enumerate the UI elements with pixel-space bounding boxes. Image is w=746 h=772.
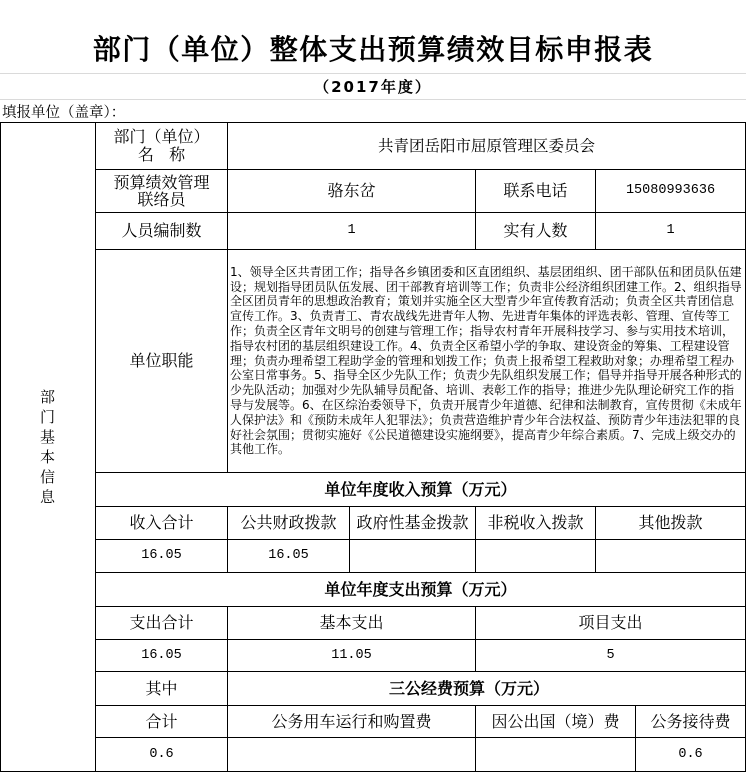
expense-value-basic[interactable] <box>228 640 476 672</box>
staff-quota-value: 1 <box>347 223 356 238</box>
expense-col-basic <box>228 607 476 640</box>
staff-actual-label: 实有人数 <box>503 221 568 240</box>
expense-value-total[interactable] <box>96 640 228 672</box>
phone-value: 15080993636 <box>625 183 716 198</box>
three-public-col-label: 因公出国（境）费 <box>491 711 620 731</box>
functions-label-cell <box>96 250 228 473</box>
section-label: 部门基本信息 <box>39 388 55 506</box>
expense-value: 11.05 <box>331 647 372 663</box>
income-value: 16.05 <box>268 548 309 563</box>
income-value-other[interactable] <box>596 540 746 573</box>
three-public-col-overseas <box>476 706 636 738</box>
expense-budget-header <box>96 573 746 607</box>
expense-col-label: 项目支出 <box>578 613 643 632</box>
three-public-col-vehicle <box>228 706 476 738</box>
income-col-label: 收入合计 <box>129 513 194 532</box>
staff-actual-value: 1 <box>666 223 675 238</box>
expense-col-label: 基本支出 <box>319 613 384 632</box>
form-title: 部门（单位）整体支出预算绩效目标申报表 <box>92 33 654 66</box>
income-value-gov-fund[interactable] <box>350 540 476 573</box>
contact-name-cell[interactable] <box>228 170 476 213</box>
three-public-value: 0.6 <box>149 746 174 762</box>
three-public-title: 三公经费预算（万元） <box>388 678 549 698</box>
three-public-value-reception[interactable] <box>636 738 746 772</box>
income-col-gov-fund <box>350 507 476 540</box>
three-public-header <box>228 672 746 706</box>
staff-actual-label-cell <box>476 213 596 250</box>
department-label-line2: 名 称 <box>137 145 186 164</box>
expense-value: 5 <box>606 647 615 663</box>
functions-label: 单位职能 <box>129 351 194 370</box>
expense-value-project[interactable] <box>476 640 746 672</box>
expense-col-project <box>476 607 746 640</box>
three-public-value-overseas[interactable] <box>476 738 636 772</box>
expense-budget-title: 单位年度支出预算（万元） <box>324 579 517 599</box>
income-value: 16.05 <box>141 548 182 563</box>
three-public-col-label: 公务接待费 <box>650 711 731 731</box>
contact-name: 骆东岔 <box>327 181 376 200</box>
income-col-label: 非税收入拨款 <box>487 513 584 532</box>
functions-text: 1、领导全区共青团工作；指导各乡镇团委和区直团组织、基层团组织、团干部队伍和团员队伍建设；规划指导团员队伍发展、团干部教育培训等工作；负责非公经济组织团建工作。2、组织指导全区团员青年的思想政治教育；策划并实施全区大型青少年宣传教育活动；负责全区共青团信息宣传工作。3、负责青工、青农战线先进青年人物、先进青年集体的评选表彰、管理、宣传等工作；负责全区青年文明号的创建与管理工作；指导农村青年开展科技学习、参与实用技术培训，指导农村团的基层组织建设工作。4、负责全区希望小学的争取、建设资金的筹集、工程建设管理；负责办理希望工程助学金的管理和划拨工作；负责上报希望工程救助对象；办理希望工程办公室日常事务。5、指导全区少先队工作；负责少先队组织发展工作；倡导并指导开展各种形式的少先队活动；加强对少先队辅导员配备、培训、表彰工作的指导；推进少先队理论研究工作的指导与发展等。6、在区综治委领导下，负责开展青少年道德、纪律和法制教育，宣传贯彻《未成年人保护法》和《预防未成年人犯罪法》；负责营造维护青少年合法权益、预防青少年违法犯罪的良好社会氛围；贯彻实施好《公民道德建设实施纲要》，提高青少年综合素质。7、完成上级交办的其他工作。 <box>230 264 742 457</box>
three-public-col-label: 合计 <box>145 711 178 731</box>
income-col-public-finance <box>228 507 350 540</box>
expense-value: 16.05 <box>141 647 182 663</box>
three-public-value-total[interactable] <box>96 738 228 772</box>
income-budget-title: 单位年度收入预算（万元） <box>324 479 517 499</box>
of-which-label-cell <box>96 672 228 706</box>
contact-label-line2: 联络员 <box>137 190 186 209</box>
three-public-value-vehicle[interactable] <box>228 738 476 772</box>
three-public-col-label: 公务用车运行和购置费 <box>271 711 432 731</box>
staff-quota-label-cell <box>96 213 228 250</box>
income-col-label: 政府性基金拨款 <box>356 513 469 532</box>
income-col-non-tax <box>476 507 596 540</box>
staff-actual-value-cell[interactable] <box>596 213 746 250</box>
phone-label-cell <box>476 170 596 213</box>
income-col-total <box>96 507 228 540</box>
income-col-label: 其他拨款 <box>638 513 703 532</box>
income-value-public-finance[interactable] <box>228 540 350 573</box>
phone-value-cell[interactable] <box>596 170 746 213</box>
filler-unit-label: 填报单位（盖章）： <box>2 104 126 121</box>
income-col-other <box>596 507 746 540</box>
functions-value-cell[interactable] <box>228 250 746 473</box>
three-public-col-reception <box>636 706 746 738</box>
income-value-non-tax[interactable] <box>476 540 596 573</box>
three-public-value: 0.6 <box>678 746 703 762</box>
phone-label: 联系电话 <box>503 181 568 200</box>
contact-label-cell <box>96 170 228 213</box>
income-value-total[interactable] <box>96 540 228 573</box>
department-value-cell[interactable] <box>228 123 746 170</box>
staff-quota-value-cell[interactable] <box>228 213 476 250</box>
section-label-cell <box>0 123 96 772</box>
three-public-col-total <box>96 706 228 738</box>
department-value: 共青团岳阳市屈原管理区委员会 <box>377 137 595 155</box>
expense-col-label: 支出合计 <box>129 613 194 632</box>
staff-quota-label: 人员编制数 <box>121 221 202 240</box>
income-col-label: 公共财政拨款 <box>240 513 337 532</box>
income-budget-header <box>96 473 746 507</box>
expense-col-total <box>96 607 228 640</box>
form-year: （2017年度） <box>314 78 432 96</box>
department-label-cell <box>96 123 228 170</box>
department-label-line1: 部门（单位） <box>113 127 210 146</box>
of-which-label: 其中 <box>145 678 178 698</box>
contact-label-line1: 预算绩效管理 <box>113 173 210 192</box>
